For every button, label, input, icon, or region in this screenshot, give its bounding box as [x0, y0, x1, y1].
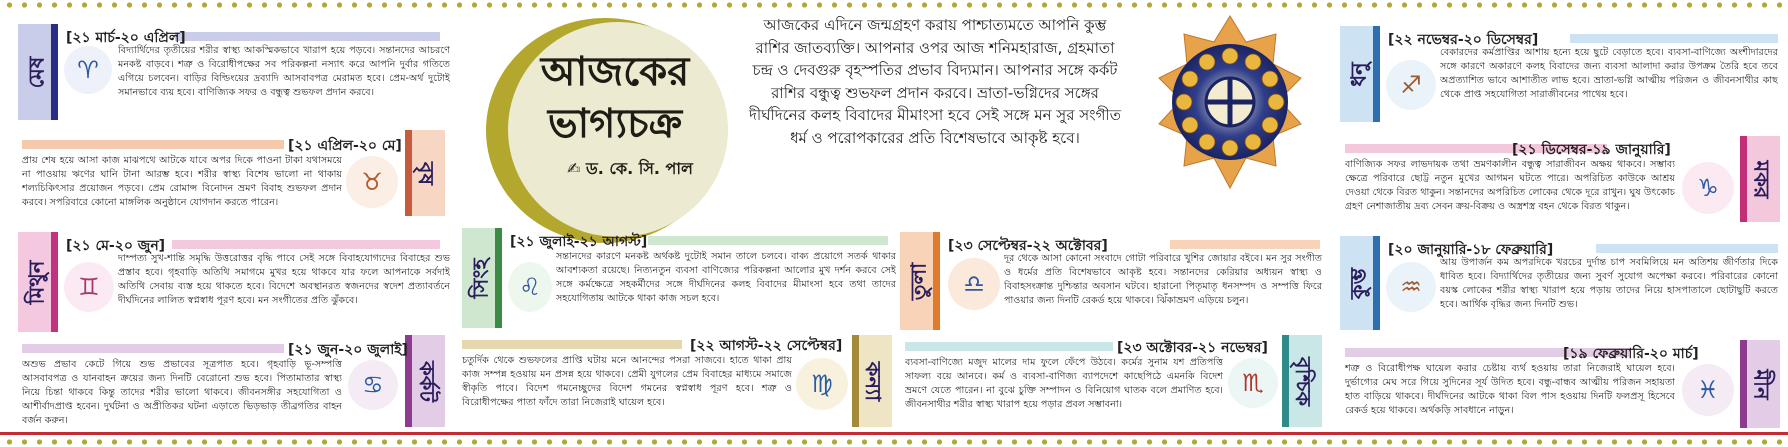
- accent-bar: [1570, 34, 1778, 43]
- sign-name: কন্যা: [861, 361, 886, 401]
- sign-name: মেষ: [24, 56, 49, 88]
- sign-label-box: [1340, 26, 1380, 122]
- sign-name: সিংহ: [468, 258, 493, 298]
- sign-prediction: অশুভ প্রভাব কেটে গিয়ে শুভ প্রভাবের সূত্রপাত হবে। গৃহবাড়ি ভূ-সম্পত্তি আসবাবপত্র ও যানবাহন ক্রয়ের জন্য দিনটি বেরোনো শুভ হবে। পিতামাতার স্বাস্থ্য নিয়ে চিন্তা থাকবে কিন্তু তাদের শরীর ভালো থাকবে। জীবনসঙ্গীর সহযোগিতা ও আশীর্বাদপ্রাপ্ত হবেন। দুর্ঘটনা ও অপ্রীতিকর ঘটনা এড়াতে ভিড়ভাড় তীব্রগতির বাহন বর্জন করুন।: [22, 359, 342, 426]
- virgo-icon: ♍: [796, 358, 848, 410]
- sign-label-box: [405, 130, 445, 216]
- sign-name: কর্কট: [414, 360, 439, 402]
- sign-prediction: শত্রু ও বিরোধীপক্ষ ঘায়েল করার চেষ্টায় ব্যর্থ হওয়ায় তারা নিজেরাই ঘায়েল হবে। দুর্ভাগ্যের মেঘ সরে গিয়ে সুদিনের সূর্য উদিত হবে। বন্ধু-বান্ধব আত্মীয় পরিজন সহায়তা হাত বাড়িয়ে থাকবে। দীর্ঘদিনের আটকে থাকা বিল পাস হওয়ায় দিনটি ফলপ্রসূ হিসেবে রেকর্ড হয়ে থাকবে। অর্থকড়ি সাবধানে নাড়ুন।: [1345, 363, 1675, 416]
- author-byline: ✍ ড. কে. সি. পাল: [567, 159, 693, 178]
- sign-date: [১৯ ফেব্রুয়ারি-২০ মার্চ]: [1563, 346, 1699, 362]
- taurus-icon: ♉: [346, 156, 398, 208]
- sagittarius-icon: ♐: [1386, 60, 1436, 110]
- accent-bar: [22, 344, 284, 353]
- sign-date: [২০ জানুয়ারি-১৮ ফেব্রুয়ারি]: [1388, 242, 1554, 258]
- accent-bar: [1596, 244, 1778, 253]
- accent-bar: [172, 240, 440, 249]
- libra-icon: ♎: [948, 258, 1000, 310]
- sign-date: [২২ নভেম্বর-২০ ডিসেম্বর]: [1388, 32, 1539, 48]
- sign-label-box: [900, 232, 940, 330]
- sign-prediction: আয় উপার্জন কম অপরদিকে খরচের দুর্দান্ত চাপ সবমিলিয়ে মন অতিশয় জীর্ণতার দিকে ধাবিত হবে। বিদ্যার্থিদের তৃতীয়ের জন্য সুবর্ণ সুযোগ অপেক্ষা করবে। পরিবারের কোনো বয়স্ক লোকের শরীর স্বাস্থ্য খারাপ হয়ে পড়ায় তাদের নিয়ে হাসপাতালে ছোটাছুটি করতে হবে। আর্থিক বৃদ্ধির জন্য দিনটি শুভ।: [1440, 257, 1778, 310]
- aquarius-icon: ♒: [1386, 262, 1436, 312]
- sign-prediction: দাম্পত্য সুখ-শান্তি সমৃদ্ধি উত্তরোত্তর বৃদ্ধি পাবে সেই সঙ্গে বিবাহযোগ্যদের বিবাহের শুভ প্রস্তাব হবে। গৃহবাড়ি অতিথি সমাগমে মুখর হয়ে থাকবে যার ফলে আপনাকে সর্বদাই অতিথি সেবায় ব্যস্ত হয়ে থাকতে হবে। বিদেশে অবস্থানরত স্বজনদের স্বদেশ প্রত্যাবর্তনে দীর্ঘদিনের লালিত স্বপ্নস্বাধ পূরণ হবে। মন সংগীতের প্রতি ঝুঁকবে।: [118, 253, 450, 306]
- sign-label-box: [1740, 340, 1780, 428]
- sign-name: মিথুন: [24, 260, 49, 304]
- intro-paragraph: আজকের এদিনে জন্মগ্রহণ করায় পাশ্চাত্যমতে আপনি কুম্ভ রাশির জাতব্যক্তি। আপনার ওপর আজ শনিমহারাজ, গ্রহমাতা চন্দ্র ও দেবগুরু বৃহস্পতির প্রভাব বিদ্যমান। আপনার সঙ্গে কর্কট রাশির বন্ধুত্ব শুভফল প্রদান করবে। ভ্রাতা-ভগ্নিদের সঙ্গের দীর্ঘদিনের কলহ বিবাদের মীমাংসা হবে সেই সঙ্গে মন সুর সংগীত ধর্ম ও পরোপকারের প্রতি বিশেষভাবে আকৃষ্ট হবে।: [749, 16, 1121, 147]
- capricorn-icon: ♑: [1682, 162, 1734, 214]
- sign-date: [২২ আগস্ট-২২ সেপ্টেম্বর]: [690, 338, 843, 354]
- sign-prediction: বিদ্যার্থিদের তৃতীয়ের শরীর স্বাস্থ্য আকস্মিকভাবে খারাপ হয়ে পড়বে। সন্তানদের আচরণে মনকষ্ট বাড়বে। শত্রু ও বিরোধীপক্ষের সব পরিকল্পনা নস্যাৎ করে আপনি দুর্বার গতিতে এগিয়ে চলবেন। বাড়ির বিল্ডিংয়ের দ্রব্যাদি আসবাবপত্র মেরামত হবে। প্রেম-অর্থ দুটোই সমানভাবে ব্যয় হবে। বাণিজ্যিক সফর ও বন্ধুত্ব শুভফল প্রদান করবে।: [118, 45, 450, 98]
- scorpio-icon: ♏: [1228, 358, 1278, 408]
- title-line-2: ভাগ্যচক্র: [547, 101, 683, 147]
- sign-prediction: বাণিজ্যিক সফর লাভদায়ক তথা ভ্রমণকালীন বন্ধুত্ব সারাজীবন অক্ষয় থাকবে। সম্ভাব্য ক্ষেত্রে পরিবারে ছোট্ট নতুন মুখের আগমন ঘটতে পারে। অপরিচিত কাউকে আশ্রয় দেওয়া থেকে বিরত থাকুন। সন্তানদের অপরিচিত লোকের থেকে দূরে রাখুন। ঘুষ উৎকোচ গ্রহণ নেশাজাতীয় দ্রব্য সেবন ক্রয়-বিক্রয় ও অস্ত্রশস্ত্র বহন থেকে বিরত থাকুন।: [1345, 159, 1675, 212]
- sign-prediction: চতুর্দিক থেকে শুভফলের প্রাপ্তি ঘটায় মনে আনন্দের পসরা সাজবে। হাতে থাকা প্রায় কাজ সম্পন্ন হওয়ায় মন প্রসন্ন হয়ে থাকবে। প্রেমী যুগলের প্রেম বিবাহের মাধ্যমে সমাজে স্বীকৃতি পাবে। বিদেশ গমনেচ্ছুদের বিদেশ গমনের স্বপ্নস্বাধ পূরণ হবে। শত্রু ও বিরোধীপক্ষের পাতা ফাঁদে তারা নিজেরাই ঘায়েল হবে।: [462, 355, 792, 408]
- accent-bar: [462, 340, 682, 349]
- sign-prediction: দূর থেকে আসা কোনো সংবাদে গোটা পরিবারে খুশির জোয়ার বইবে। মন সুর সংগীত ও ধর্মের প্রতি বিশেষভাবে আকৃষ্ট হবে। সন্তানদের কেরিয়ার অধ্যয়ন স্বাস্থ্য ও বিবাহসংক্রান্ত দুশ্চিন্তার অবসান ঘটবে। হারানো পিতৃমাতৃ ধনসম্পদ ও সম্পত্তি ফিরে পাওয়ার জন্য দিনটি রেকর্ড হয়ে থাকবে। ঝিঁকাভ্রমণ এড়িয়ে চলুন।: [1004, 253, 1322, 306]
- top-dotted-border: [0, 0, 1788, 10]
- sign-name: বৃশ্চিক: [1291, 356, 1316, 406]
- sign-name: ধনু: [1346, 61, 1371, 87]
- sign-date: [২১ এপ্রিল-২০ মে]: [288, 138, 402, 154]
- accent-bar: [175, 32, 440, 41]
- pisces-icon: ♓: [1682, 364, 1734, 416]
- sign-label-box: [462, 228, 502, 328]
- sign-label-box: [18, 232, 58, 332]
- zodiac-wheel-icon: [1155, 12, 1305, 197]
- page-title: [520, 46, 710, 150]
- sign-date: [২১ মার্চ-২০ এপ্রিল]: [66, 30, 186, 46]
- sign-date: [২৩ সেপ্টেম্বর-২২ অক্টোবর]: [948, 238, 1108, 254]
- sign-date: [২১ জুন-২০ জুলাই]: [288, 342, 408, 358]
- title-line-1: আজকের: [540, 49, 690, 95]
- cancer-icon: ♋: [348, 360, 398, 410]
- leo-icon: ♌: [508, 262, 552, 312]
- sign-label-box: [18, 24, 58, 120]
- bottom-dotted-border: [0, 437, 1788, 447]
- sign-label-box: [405, 335, 445, 427]
- sign-name: মকর: [1749, 160, 1774, 198]
- bottom-red-line: [0, 432, 1788, 435]
- sign-label-box: [1740, 136, 1780, 222]
- sign-date: [২৩ অক্টোবর-২১ নভেম্বর]: [1117, 340, 1268, 356]
- sign-prediction: সন্তানদের কারণে মনকষ্ট অর্থকষ্ট দুটোই সমান তালে চলবে। বাক্য প্রয়োগে সতর্ক থাকার আবশ্যকতা রয়েছে। নিত্যনতুন ব্যবসা বাণিজ্যের পরিকল্পনা আলোর মুখ দর্শন করবে সেই সঙ্গে কর্মক্ষেত্রে সহকর্মীদের সঙ্গে দীর্ঘদিনের কলহ বিবাদের মীমাংসা হবে তথা তাদের সহযোগিতায় আটকে থাকা কাজ সচল হবে।: [556, 251, 896, 304]
- sign-label-box: [852, 335, 892, 427]
- sign-name: তুলা: [906, 262, 931, 300]
- accent-bar: [1170, 240, 1320, 249]
- accent-bar: [22, 140, 284, 149]
- sign-label-box: [1340, 236, 1380, 330]
- sign-name: মীন: [1749, 368, 1774, 400]
- sign-prediction: বেকারদের কর্মপ্রাপ্তির আশায় হন্যে হয়ে ছুটে বেড়াতে হবে। ব্যবসা-বাণিজ্যে অংশীদারদের সঙ্গে কারণে অকারণে কলহ বিবাদের জন্য ব্যবসা আলাদা করার উপক্রম তৈরি হবে তবে অপ্রত্যাশিত ভাবে আশাতীত লাভ হবে। ভ্রাতা-ভগ্নি আত্মীয় পরিজন ও জীবনসাথীর কাছ থেকে প্রাপ্ত সহযোগিতা সারাজীবনের পাথেয় হবে।: [1440, 47, 1778, 100]
- sign-name: কুম্ভ: [1346, 267, 1371, 299]
- sign-name: বৃষ: [414, 161, 439, 185]
- sign-prediction: প্রায় শেষ হয়ে আসা কাজ মাঝপথে আটকে যাবে অপর দিকে পাওনা টাকা যথাসময়ে না পাওয়ায় ঋণের ঘানি টানা আরম্ভ হবে। শরীর স্বাস্থ্য বিশেষ ভালো না থাকায় শল্যচিকিৎসার প্রয়োজন পড়বে। প্রেম রোমান্স বিনোদন ভ্রমণ বিবাহ শুভফল প্রদান করবে। সপরিবারে কোনো মাঙ্গলিক অনুষ্ঠানে যোগদান করতে পারেন।: [22, 155, 342, 208]
- accent-bar: [905, 342, 1113, 351]
- accent-bar: [648, 236, 888, 245]
- sign-date: [২১ ডিসেম্বর-১৯ জানুয়ারি]: [1512, 142, 1671, 158]
- aries-icon: ♈: [64, 46, 112, 94]
- sign-label-box: [1282, 335, 1322, 427]
- gemini-icon: ♊: [64, 262, 114, 312]
- sign-prediction: ব্যবসা-বাণিজ্যে মজুদ মালের দাম ফুলে ফেঁপে উঠবে। কর্মের সুনাম যশ প্রতিপত্তি সাফল্য বয়ে আনবে। কর্ম ও ব্যবসা-বাণিজ্য ব্যাপদেশে কাছেপিঠে এমনকি বিদেশ ভ্রমণে যেতে পারেন। না বুঝে চুক্তি সম্পাদন ও বিনিয়োগ ঘাতক বলে প্রমাণিত হবে। জীবনসাথীর শরীর স্বাস্থ্য খারাপ হয়ে পড়ার প্রবল সম্ভাবনা।: [905, 357, 1223, 410]
- sign-date: [২১ মে-২০ জুন]: [66, 238, 166, 254]
- sign-date: [২১ জুলাই-২১ আগস্ট]: [510, 234, 648, 250]
